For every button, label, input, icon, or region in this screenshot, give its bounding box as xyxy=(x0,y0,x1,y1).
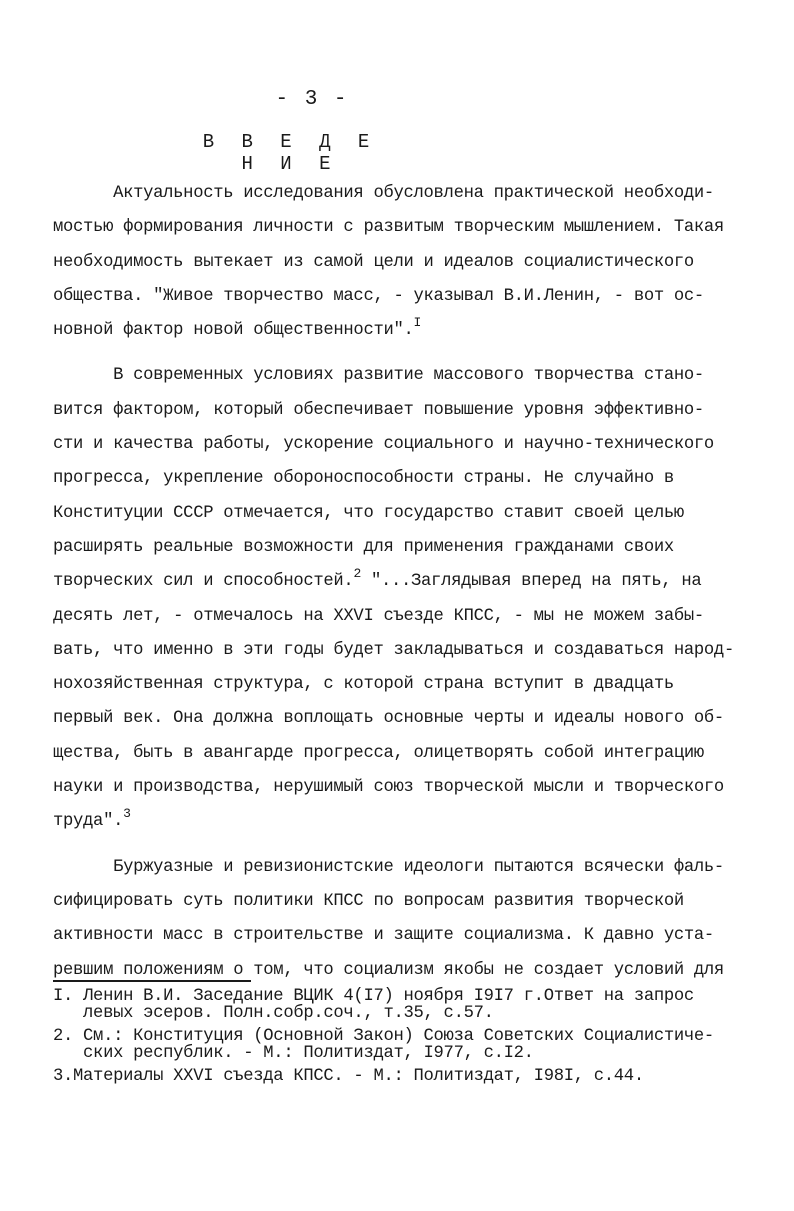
text-fragment: "...Заглядывая вперед на пять, на xyxy=(360,572,702,592)
paragraph xyxy=(53,851,758,988)
text-line: вится фактором, который обеспечивает повышение уровня эффективно- xyxy=(53,400,704,420)
page-number: - 3 - xyxy=(275,88,349,111)
footnote-line: I. Ленин В.И. Заседание ВЦИК 4(I7) ноября I9I7 г.Ответ на запрос xyxy=(53,987,694,1006)
text-line: прогресса, укрепление обороноспособности страны. Не случайно в xyxy=(53,469,674,489)
footnote-separator xyxy=(53,980,251,982)
text-line: десять лет, - отмечалось на ХХVI съезде КПСС, - мы не можем забы- xyxy=(53,606,704,626)
text-line: мостью формирования личности с развитым творческим мышлением. Такая xyxy=(53,218,724,238)
text-fragment: новной фактор новой общественности". xyxy=(53,321,414,341)
text-line: щества, быть в авангарде прогресса, олицетворять собой интеграцию xyxy=(53,743,704,763)
text-line: расширять реальные возможности для применения гражданами своих xyxy=(53,537,674,557)
text-line: сти и качества работы, ускорение социального и научно-технического xyxy=(53,435,714,455)
footnote-3 xyxy=(53,1068,758,1085)
text-line: активности масс в строительстве и защите социализма. К давно уста- xyxy=(53,926,714,946)
text-line: ревшим положениям о том, что социализм якобы не создает условий для xyxy=(53,960,724,980)
text-line: необходимость вытекает из самой цели и идеалов социалистического xyxy=(53,252,694,272)
text-line: Конституции СССР отмечается, что государство ставит своей целью xyxy=(53,503,684,523)
text-fragment: труда". xyxy=(53,812,124,832)
text-line: Буржуазные и ревизионистские идеологи пытаются всячески фаль- xyxy=(53,857,724,877)
text-fragment: творческих сил и способностей. xyxy=(53,572,354,592)
text-line xyxy=(53,314,758,348)
text-line: первый век. Она должна воплощать основные черты и идеалы нового об- xyxy=(53,709,724,729)
footnote-line: ских республик. - М.: Политиздат, I977, с.I2. xyxy=(53,1044,534,1063)
footnotes xyxy=(53,988,758,1091)
footnote-ref: 2 xyxy=(353,566,361,582)
text-line: сифицировать суть политики КПСС по вопросам развития творческой xyxy=(53,891,684,911)
footnote-line: 2. См.: Конституция (Основной Закон) Союза Советских Социалистиче- xyxy=(53,1027,714,1046)
footnote-1 xyxy=(53,988,758,1022)
text-line xyxy=(53,565,758,599)
text-line: науки и производства, нерушимый союз творческой мысли и творческого xyxy=(53,778,724,798)
text-line: вать, что именно в эти годы будет закладываться и создаваться народ- xyxy=(53,640,734,660)
footnote-ref: I xyxy=(413,315,422,331)
footnote-line: левых эсеров. Полн.собр.соч., т.35, с.57. xyxy=(53,1004,494,1023)
text-line: В современных условиях развитие массового творчества стано- xyxy=(53,366,704,386)
text-line: общества. "Живое творчество масс, - указывал В.И.Ленин, - вот ос- xyxy=(53,286,704,306)
text-line: нохозяйственная структура, с которой страна вступит в двадцать xyxy=(53,675,674,695)
text-line: Актуальность исследования обусловлена практической необходи- xyxy=(53,184,714,203)
paragraph xyxy=(53,177,758,348)
section-heading: В В Е Д Е Н И Е xyxy=(202,131,378,175)
footnote-2 xyxy=(53,1028,758,1062)
footnote-line: 3.Материалы ХХVI съезда КПСС. - М.: Политиздат, I98I, с.44. xyxy=(53,1067,644,1086)
text-line xyxy=(53,805,758,839)
body-text xyxy=(53,177,758,988)
footnote-ref: 3 xyxy=(123,806,131,822)
paragraph xyxy=(53,359,758,839)
